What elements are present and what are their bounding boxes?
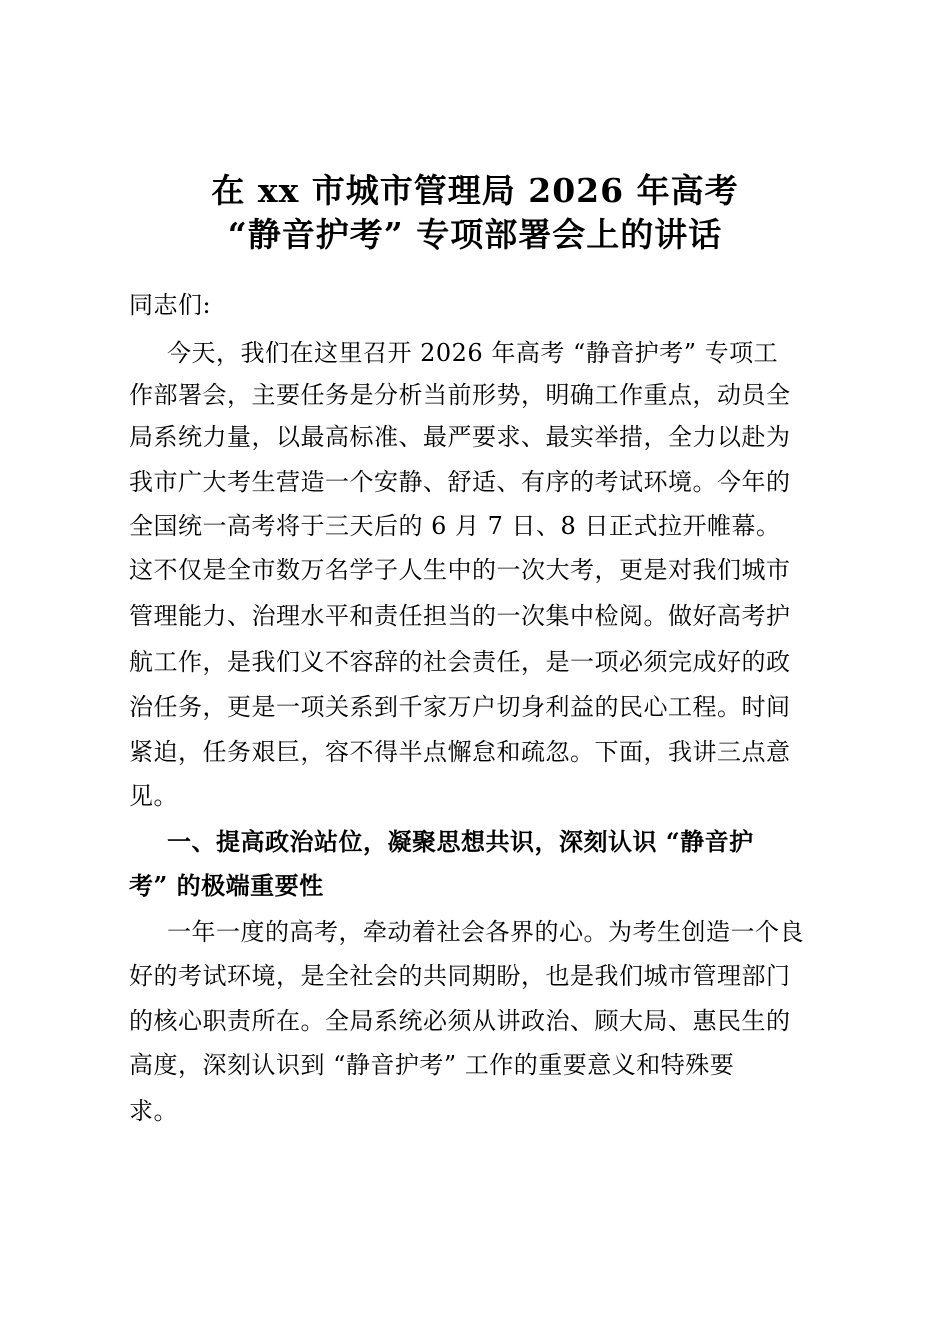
section-paragraph-line: 高度，深刻认识到 “静音护考” 工作的重要意义和特殊要 [129,1051,735,1079]
intro-line: 这不仅是全市数万名学子人生中的一次大考，更是对我们城市 [129,556,791,584]
intro-line: 作部署会，主要任务是分析当前形势，明确工作重点，动员全 [129,381,791,409]
section-paragraph-line: 一年一度的高考，牵动着社会各界的心。为考生创造一个良 [167,918,804,946]
intro-line: 航工作，是我们义不容辞的社会责任，是一项必须完成好的政 [129,648,791,676]
section-heading-line-2: 考” 的极端重要性 [129,871,324,900]
section-paragraph-line: 好的考试环境，是全社会的共同期盼，也是我们城市管理部门 [129,962,791,990]
intro-line: 见。 [129,782,178,810]
intro-line: 今天，我们在这里召开 2026 年高考 “静音护考” 专项工 [167,339,779,367]
intro-line: 紧迫，任务艰巨，容不得半点懈怠和疏忽。下面，我讲三点意 [129,738,791,766]
document-title-line-2: “静音护考” 专项部署会上的讲话 [227,215,723,254]
salutation: 同志们: [129,291,212,319]
document-title-line-1: 在 xx 市城市管理局 2026 年高考 [211,171,739,210]
section-paragraph-line: 求。 [129,1097,178,1125]
intro-line: 治任务，更是一项关系到千家万户切身利益的民心工程。时间 [129,693,791,721]
section-paragraph-line: 的核心职责所在。全局系统必须从讲政治、顾大局、惠民生的 [129,1007,791,1035]
intro-line: 局系统力量，以最高标准、最严要求、最实举措，全力以赴为 [129,423,791,451]
intro-line: 全国统一高考将于三天后的 6 月 7 日、8 日正式拉开帷幕。 [129,512,781,540]
section-heading-line-1: 一、提高政治站位，凝聚思想共识，深刻认识 “静音护 [167,827,754,856]
intro-line: 管理能力、治理水平和责任担当的一次集中检阅。做好高考护 [129,602,791,630]
intro-line: 我市广大考生营造一个安静、舒适、有序的考试环境。今年的 [129,468,791,496]
